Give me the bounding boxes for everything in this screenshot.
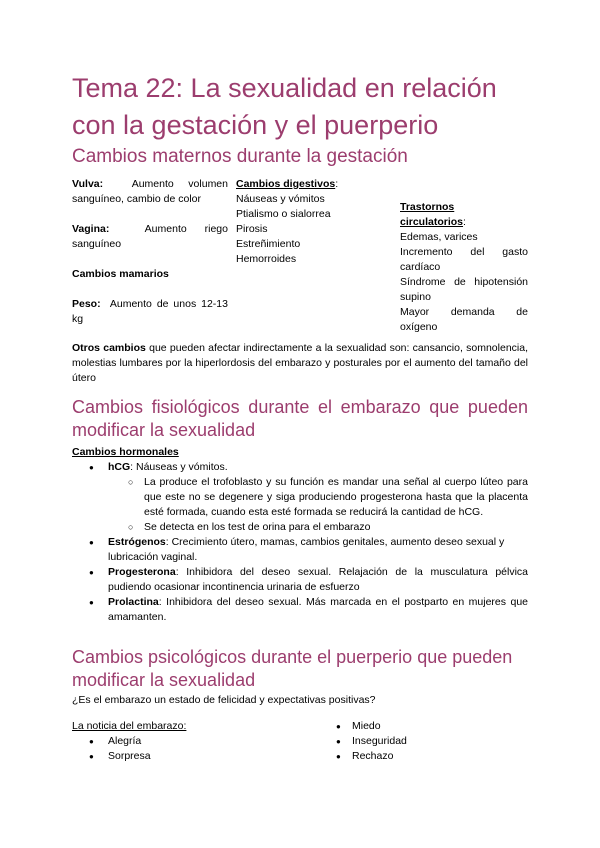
digestivos-item: Estreñimiento [236, 238, 301, 250]
miedo-text: Miedo [352, 720, 381, 732]
digestivos-item: Náuseas y vómitos [236, 193, 325, 205]
vulva-text: Aumento volumen sanguíneo, cambio de color [72, 178, 228, 205]
digestivos-item: Pirosis [236, 223, 268, 235]
circulatorios-item: Edemas, varices [400, 231, 478, 243]
estrogenos-text: : Crecimiento útero, mamas, cambios genitales, aumento deseo sexual y lubricación vaginal. [108, 536, 505, 563]
circulatorios-item: Incremento del gasto cardíaco [400, 246, 528, 273]
inseguridad-text: Inseguridad [352, 735, 407, 747]
list-item-inseguridad [316, 734, 516, 749]
alegria-text: Alegría [108, 735, 142, 747]
list-item-hcg-sub2 [72, 520, 528, 535]
circulatorios-item: Síndrome de hipotensión supino [400, 276, 528, 303]
otros-cambios-label: Otros cambios [72, 342, 146, 354]
question-text: ¿Es el embarazo un estado de felicidad y expectativas positivas? [72, 694, 376, 706]
bullet-icon: ● [89, 752, 94, 761]
hcg-sub1-text: La produce el trofoblasto y su función es mandar una señal al cuerpo lúteo para que este no se degenere y siga produciendo progesterona hasta que la placenta esté formada, cuando esta esté formada se reducirá la cantidad de hCG. [144, 476, 528, 518]
circulatorios-colon: : [463, 216, 466, 228]
noticia-right-column [316, 719, 516, 764]
digestivos-heading-line [236, 177, 376, 192]
estrogenos-label: Estrógenos [108, 536, 166, 548]
bullet-icon: ● [89, 568, 94, 577]
bullet-icon: ● [89, 463, 94, 472]
bullet-icon: ● [89, 598, 94, 607]
digestivos-heading: Cambios digestivos [236, 178, 336, 190]
circulatorios-item: Mayor demanda de oxígeno [400, 306, 528, 333]
section-heading-cambios-maternos: Cambios maternos durante la gestación [72, 146, 408, 167]
vulva-label: Vulva: [72, 178, 104, 190]
hollow-bullet-icon: ○ [128, 477, 134, 487]
otros-cambios-paragraph [72, 341, 528, 386]
digestivos-colon: : [335, 178, 339, 190]
otros-cambios-text: que pueden afectar indirectamente a la sexualidad son: cansancio, somnolencia, molestias lumbares por la hiperlordosis del embarazo y posturales por el aumento del tamaño del útero [72, 342, 528, 384]
bullet-icon: ● [336, 752, 341, 761]
bullet-icon: ● [336, 737, 341, 746]
hcg-label: hCG [108, 461, 131, 473]
bullet-icon: ● [89, 737, 94, 746]
section-heading-cambios-fisiologicos: Cambios fisiológicos durante el embarazo que pueden modificar la sexualidad [72, 397, 528, 440]
digestivos-item: Hemorroides [236, 253, 297, 265]
column-vulva-vagina [72, 177, 228, 327]
hcg-text: : Náuseas y vómitos. [130, 461, 228, 473]
rechazo-text: Rechazo [352, 750, 394, 762]
vagina-paragraph [72, 222, 228, 252]
list-item-estrogenos [72, 535, 528, 565]
page-title: Tema 22: La sexualidad en relación con la gestación y el puerperio [72, 73, 497, 140]
bullet-icon: ● [336, 722, 341, 731]
mamarios-paragraph [72, 267, 228, 282]
cambios-hormonales-block [72, 445, 528, 625]
column-trastornos-circulatorios [400, 200, 528, 335]
progesterona-text: : Inhibidora del deseo sexual. Relajación de la musculatura pélvica pudiendo ocasionar incontinencia urinaria de esfuerzo [108, 566, 528, 593]
cambios-hormonales-heading: Cambios hormonales [72, 446, 179, 458]
noticia-left-column [72, 719, 302, 764]
list-item-hcg-sub1 [72, 475, 528, 520]
prolactina-label: Prolactina [108, 596, 159, 608]
progesterona-label: Progesterona [108, 566, 176, 578]
noticia-heading: La noticia del embarazo: [72, 720, 187, 732]
vulva-paragraph [72, 177, 228, 207]
hollow-bullet-icon: ○ [128, 522, 134, 532]
digestivos-item: Ptialismo o sialorrea [236, 208, 331, 220]
list-item-miedo [316, 719, 516, 734]
circulatorios-heading-line [400, 200, 480, 230]
column-cambios-digestivos [236, 177, 376, 267]
list-item-rechazo [316, 749, 516, 764]
list-item-prolactina [72, 595, 528, 625]
peso-paragraph [72, 297, 228, 327]
vagina-text: Aumento riego sanguíneo [72, 223, 228, 250]
peso-text: Aumento de unos 12-13 kg [72, 298, 228, 325]
vagina-label: Vagina: [72, 223, 110, 235]
prolactina-text: : Inhibidora del deseo sexual. Más marcada en el postparto en mujeres que amamanten. [108, 596, 528, 623]
sorpresa-text: Sorpresa [108, 750, 151, 762]
list-item-alegria [72, 734, 302, 749]
mamarios-label: Cambios mamarios [72, 268, 169, 280]
cambios-hormonales-heading-line [72, 445, 528, 460]
section-heading-cambios-psicologicos: Cambios psicológicos durante el puerperio que pueden modificar la sexualidad [72, 647, 513, 690]
circulatorios-heading: Trastornos circulatorios [400, 201, 464, 228]
hcg-sub2-text: Se detecta en los test de orina para el embarazo [144, 521, 371, 533]
list-item-sorpresa [72, 749, 302, 764]
bullet-icon: ● [89, 538, 94, 547]
list-item-hcg [72, 460, 528, 475]
peso-label: Peso: [72, 298, 101, 310]
noticia-heading-line [72, 719, 302, 734]
list-item-progesterona [72, 565, 528, 595]
